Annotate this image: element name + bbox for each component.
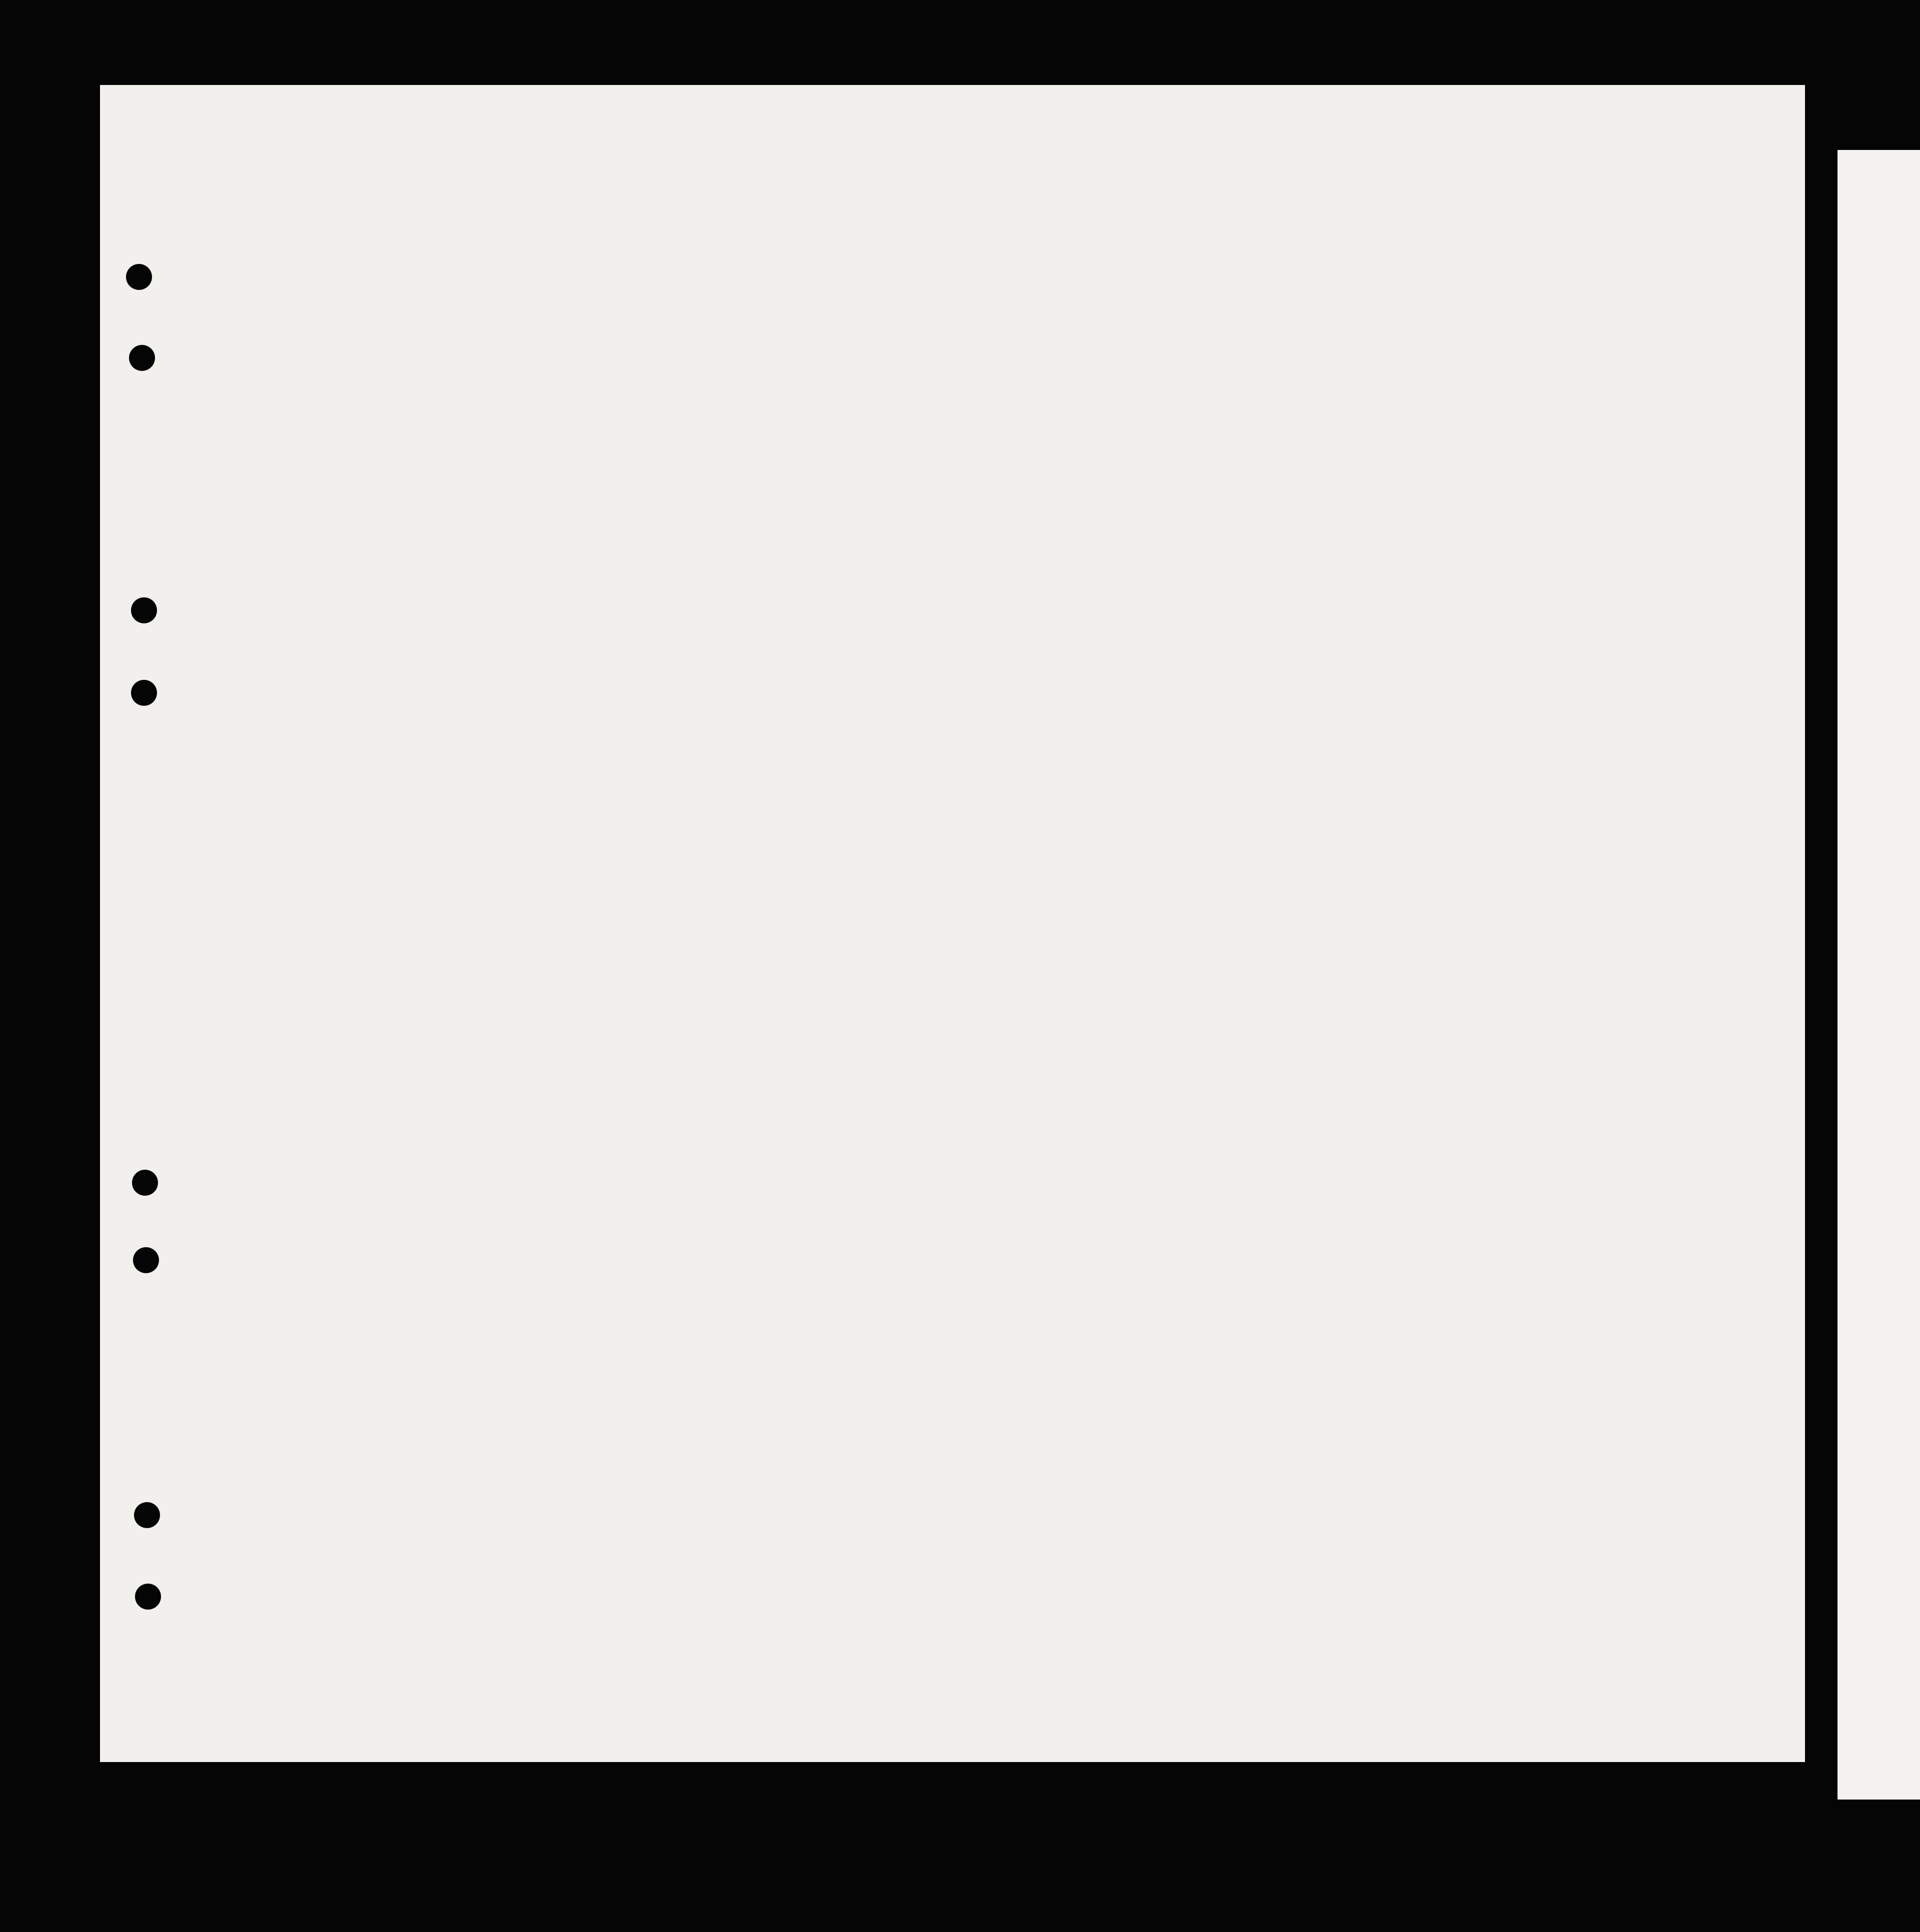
binder-hole <box>132 1170 158 1196</box>
binder-hole <box>133 1247 159 1273</box>
binder-hole <box>135 1584 161 1610</box>
binder-hole <box>134 1502 160 1528</box>
binder-hole <box>126 264 152 290</box>
binder-hole <box>129 345 155 371</box>
binder-hole <box>131 597 157 623</box>
binder-hole <box>131 680 157 706</box>
